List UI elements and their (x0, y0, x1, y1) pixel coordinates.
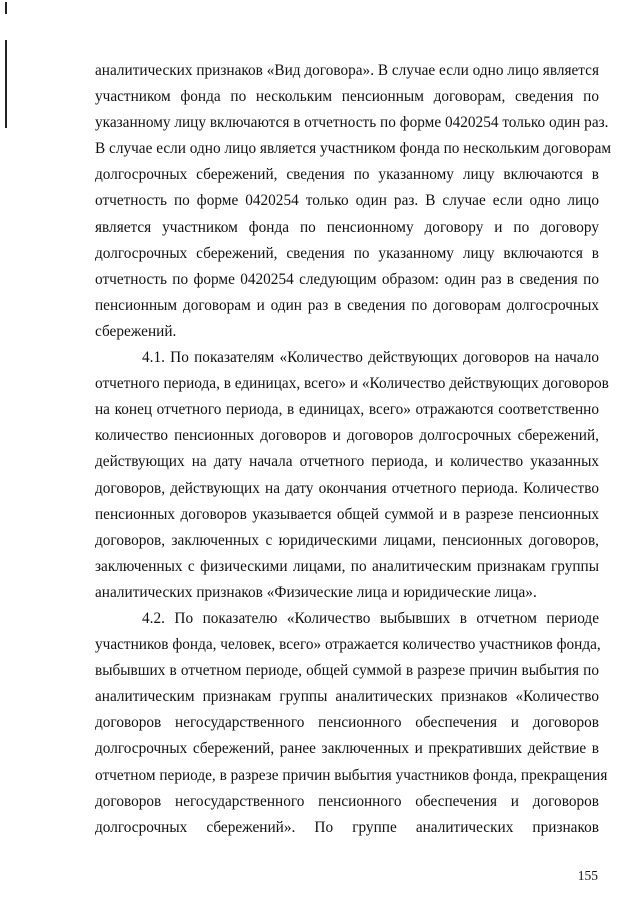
text-line: участников фонда, человек, всего» отражается количество участников фонда, (95, 636, 601, 654)
text-line: долгосрочных сбережений, сведения по указанному лицу включаются в (95, 166, 599, 184)
text-line: долгосрочных сбережений, ранее заключенных и прекративших действие в (95, 740, 599, 758)
text-line: долгосрочных сбережений». По группе аналитических признаков (95, 818, 599, 836)
text-line: отчетного периода, в единицах, всего» и «Количество действующих договоров (95, 375, 609, 393)
text-line: договоров негосударственного пенсионного обеспечения и договоров (95, 792, 599, 810)
text-line: является участником фонда по пенсионному договору и по договору (95, 218, 599, 236)
text-line: действующих на дату начала отчетного периода, и количество указанных (95, 453, 599, 471)
text-line: сбережений. (95, 322, 177, 340)
text-line: указанному лицу включаются в отчетность по форме 0420254 только один раз. (95, 114, 609, 132)
text-line: заключенных с физическими лицами, по аналитическим признакам группы (95, 557, 599, 575)
text-line: на конец отчетного периода, в единицах, всего» отражаются соответственно (95, 401, 599, 419)
text-line: отчетном периоде, в разрезе причин выбытия участников фонда, прекращения (95, 766, 608, 784)
text-line: договоров, действующих на дату окончания отчетного периода. Количество (95, 479, 599, 497)
margin-mark (5, 40, 7, 128)
text-line: аналитическим признакам группы аналитических признаков «Количество (95, 688, 599, 706)
text-line: отчетность по форме 0420254 следующим образом: один раз в сведения по (95, 270, 599, 288)
text-line: выбывших в отчетном периоде, общей суммой в разрезе причин выбытия по (95, 662, 599, 680)
text-line: 4.1. По показателям «Количество действующих договоров на начало (142, 349, 599, 367)
text-line: 4.2. По показателю «Количество выбывших в отчетном периоде (142, 609, 599, 627)
text-line: аналитических признаков «Вид договора». В случае если одно лицо является (95, 62, 599, 79)
text-line: долгосрочных сбережений, сведения по указанному лицу включаются в (95, 244, 599, 262)
page-number: 155 (577, 868, 598, 883)
text-line: аналитических признаков «Физические лица и юридические лица». (95, 583, 537, 601)
margin-mark (5, 2, 7, 14)
text-line: договоров негосударственного пенсионного обеспечения и договоров (95, 714, 599, 732)
document-body (95, 58, 612, 841)
text-line: пенсионных договоров указывается общей суммой и в разрезе пенсионных (95, 505, 599, 523)
text-line: В случае если одно лицо является участником фонда по нескольким договорам (95, 140, 612, 158)
text-line: договоров, заключенных с юридическими лицами, пенсионных договоров, (95, 531, 599, 549)
text-line: количество пенсионных договоров и договоров долгосрочных сбережений, (95, 427, 599, 445)
text-line: отчетность по форме 0420254 только один раз. В случае если одно лицо (95, 192, 599, 210)
text-line: пенсионным договорам и один раз в сведения по договорам долгосрочных (95, 296, 599, 314)
text-line: участником фонда по нескольким пенсионным договорам, сведения по (95, 88, 599, 106)
